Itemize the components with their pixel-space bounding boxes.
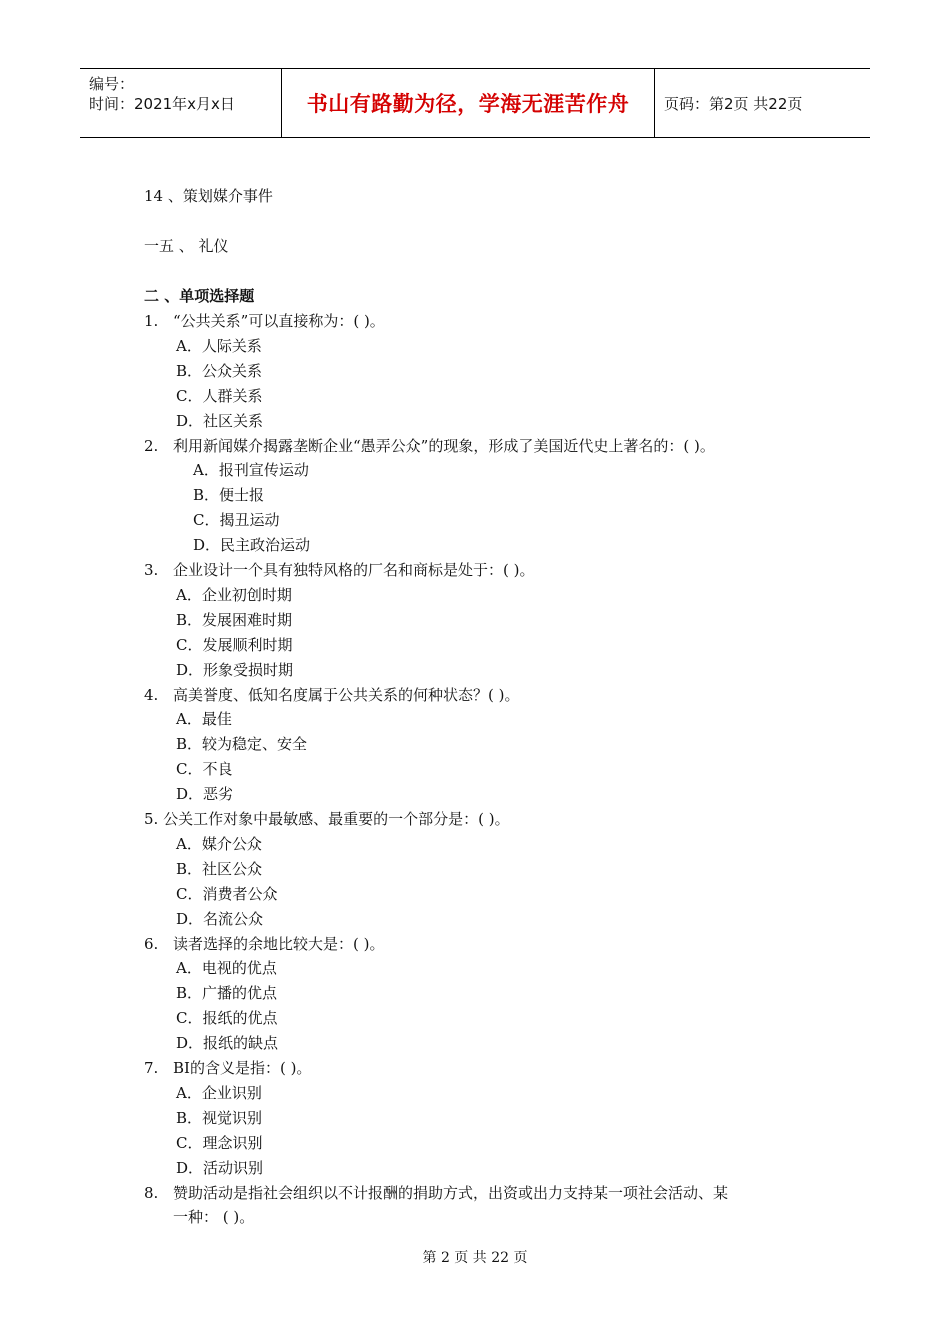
answer-option: B．视觉识别: [176, 1108, 263, 1127]
answer-option: A．报刊宣传运动: [193, 461, 309, 480]
section-title: 二 、单项选择题: [144, 287, 255, 305]
answer-option: A．媒介公众: [176, 834, 262, 853]
header-page-number: 页码：第2页 共22页: [664, 94, 803, 113]
header-motto-cell: [282, 69, 655, 137]
answer-option: D．形象受损时期: [176, 660, 294, 679]
list-item-15: 一五 、 礼仪: [144, 237, 229, 255]
question-text: 赞助活动是指社会组织以不计报酬的捐助方式，出资或出力支持某一项社会活动、某: [173, 1183, 729, 1202]
answer-option: B．公众关系: [176, 361, 263, 380]
question-number: 6.: [144, 934, 159, 953]
answer-option: B．发展困难时期: [176, 610, 293, 629]
answer-option: B．社区公众: [176, 859, 263, 878]
answer-option: D．社区关系: [176, 411, 264, 430]
doc-code-label: 编号：: [89, 75, 135, 93]
header-page-cell: [655, 69, 870, 137]
question-number: 3.: [144, 561, 159, 579]
answer-option: D．活动识别: [176, 1158, 264, 1177]
list-item-14: 14 、策划媒介事件: [144, 187, 273, 205]
answer-option: A．电视的优点: [176, 959, 277, 978]
question-5: [144, 809, 510, 829]
question-number: 8.: [144, 1183, 159, 1202]
page-header: [80, 68, 870, 138]
answer-option: B．较为稳定、安全: [176, 735, 308, 754]
question-text: “公共关系”可以直接称为：( )。: [173, 312, 385, 330]
question-text: 读者选择的余地比较大是：( )。: [173, 934, 385, 953]
question-number: 1.: [144, 312, 159, 330]
question-text: 企业设计一个具有独特风格的厂名和商标是处于：( )。: [173, 561, 535, 579]
question-number: 2.: [144, 436, 159, 455]
answer-option: C．理念识别: [176, 1133, 263, 1152]
answer-option: C．不良: [176, 760, 233, 779]
question-text: 高美誉度、低知名度属于公共关系的何种状态？( )。: [173, 685, 520, 704]
question-number: 5.: [144, 810, 159, 828]
answer-option: A．企业初创时期: [176, 585, 292, 604]
answer-option: D．报纸的缺点: [176, 1034, 279, 1053]
page-footer: 第 2 页 共 22 页: [422, 1250, 528, 1266]
answer-option: A．最佳: [176, 710, 232, 729]
answer-option: B．广播的优点: [176, 984, 278, 1003]
header-meta: [80, 69, 282, 137]
question-number: 7.: [144, 1059, 159, 1077]
doc-date-label: 时间：2021年x月x日: [89, 95, 235, 113]
header-motto: 书山有路勤为径，学海无涯苦作舟: [306, 92, 630, 116]
answer-option: D．名流公众: [176, 909, 264, 928]
question-text: 利用新闻媒介揭露垄断企业“愚弄公众”的现象，形成了美国近代史上著名的：( )。: [173, 436, 715, 455]
answer-option: A．人际关系: [176, 336, 262, 355]
answer-option: A．企业识别: [176, 1083, 262, 1102]
answer-option: C．消费者公众: [176, 884, 278, 903]
answer-option: D．民主政治运动: [193, 536, 311, 555]
question-text-continuation: 一种： ( )。: [173, 1208, 255, 1227]
answer-option: B．便士报: [193, 486, 265, 505]
question-text: BI的含义是指：( )。: [173, 1059, 312, 1077]
answer-option: C．人群关系: [176, 386, 263, 405]
question-number: 4.: [144, 685, 159, 704]
answer-option: C．揭丑运动: [193, 511, 280, 530]
answer-option: D．恶劣: [176, 785, 234, 804]
answer-option: C．发展顺利时期: [176, 635, 293, 654]
answer-option: C．报纸的优点: [176, 1009, 278, 1028]
question-text: 公关工作对象中最敏感、最重要的一个部分是：( )。: [163, 810, 510, 828]
